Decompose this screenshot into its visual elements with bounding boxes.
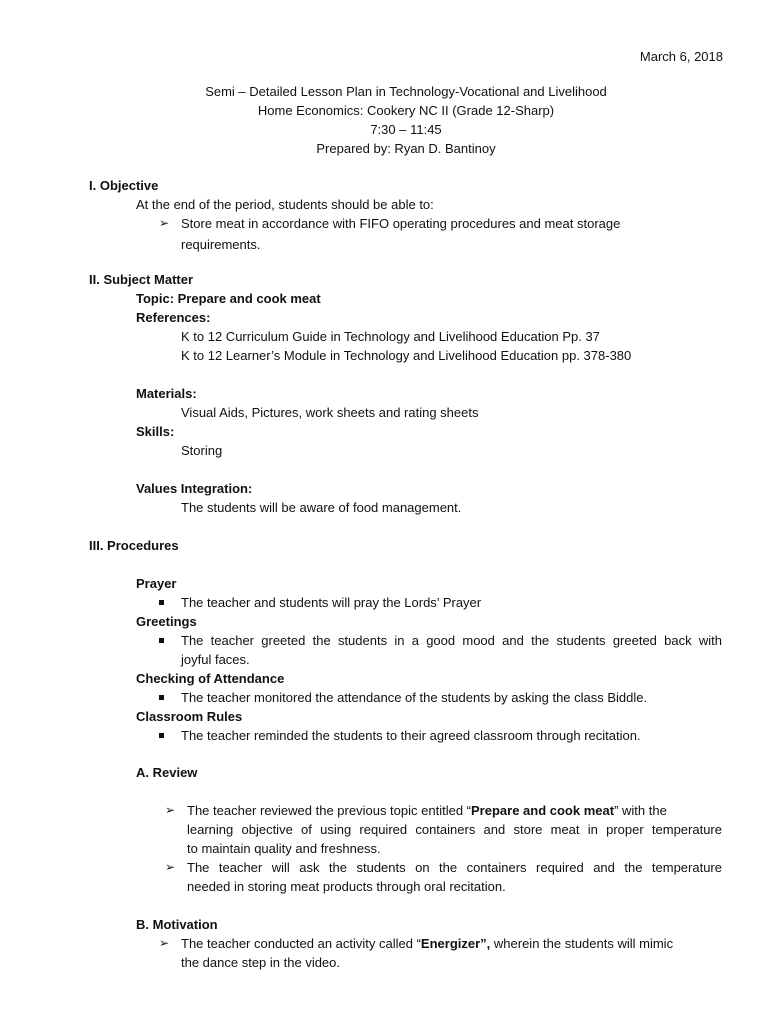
arrow-bullet-icon: ➢ xyxy=(159,936,170,950)
motivation-item-post: wherein the students will mimic xyxy=(490,936,674,951)
arrow-bullet-icon: ➢ xyxy=(159,216,170,230)
subject-matter-heading: II. Subject Matter xyxy=(89,272,194,287)
objective-item xyxy=(159,214,741,254)
review-heading: A. Review xyxy=(136,765,198,780)
greetings-item xyxy=(181,631,722,669)
motivation-item-line1 xyxy=(181,934,722,953)
document-header xyxy=(0,82,768,158)
values-label: Values Integration: xyxy=(136,481,253,496)
procedures-heading: III. Procedures xyxy=(89,538,179,553)
prayer-item xyxy=(181,593,741,612)
attendance-item xyxy=(181,688,741,707)
prayer-label: Prayer xyxy=(136,576,177,591)
square-bullet-icon xyxy=(159,600,164,605)
review-item-2-line1: The teacher will ask the students on the containers required and the temperature xyxy=(187,860,722,875)
objective-item-line2: requirements. xyxy=(181,237,261,252)
review-topic-bold: Prepare and cook meat xyxy=(471,803,615,818)
motivation-item xyxy=(159,934,722,972)
header-author: Prepared by: Ryan D. Bantinoy xyxy=(316,141,496,156)
review-item-1-line1 xyxy=(187,801,722,820)
reference-2: K to 12 Learner’s Module in Technology and Livelihood Education pp. 378-380 xyxy=(181,348,632,363)
header-subject: Home Economics: Cookery NC II (Grade 12-Sharp) xyxy=(257,103,555,118)
objective-heading: I. Objective xyxy=(89,178,159,193)
skills-label: Skills: xyxy=(136,424,175,439)
square-bullet-icon xyxy=(159,695,164,700)
reference-1: K to 12 Curriculum Guide in Technology and Livelihood Education Pp. 37 xyxy=(181,329,600,344)
values-text: The students will be aware of food management. xyxy=(181,500,462,515)
arrow-bullet-icon: ➢ xyxy=(165,803,176,817)
square-bullet-icon xyxy=(159,638,164,643)
review-item-1-post: ” with the xyxy=(614,803,667,818)
skills-text: Storing xyxy=(181,443,223,458)
rules-item xyxy=(181,726,741,745)
review-item-1-line3: to maintain quality and freshness. xyxy=(187,841,381,856)
review-item-1-line2: learning objective of using required containers and store meat in proper temperature xyxy=(187,822,722,837)
review-item-1 xyxy=(165,801,722,858)
header-title: Semi – Detailed Lesson Plan in Technology-Vocational and Livelihood xyxy=(205,84,607,99)
attendance-label: Checking of Attendance xyxy=(136,671,285,686)
motivation-item-pre: The teacher conducted an activity called “ xyxy=(181,936,421,951)
greetings-text-line1: The teacher greeted the students in a good mood and the students greeted back with xyxy=(181,633,722,648)
arrow-bullet-icon: ➢ xyxy=(165,860,176,874)
motivation-item-line2: the dance step in the video. xyxy=(181,955,341,970)
references-label: References: xyxy=(136,310,211,325)
rules-label: Classroom Rules xyxy=(136,709,243,724)
materials-text: Visual Aids, Pictures, work sheets and rating sheets xyxy=(181,405,479,420)
motivation-activity-bold: Energizer”, xyxy=(420,936,491,951)
greetings-text-line2: joyful faces. xyxy=(181,652,250,667)
prayer-text: The teacher and students will pray the Lords’ Prayer xyxy=(181,595,482,610)
topic-label: Topic: Prepare and cook meat xyxy=(136,291,321,306)
review-item-1-pre: The teacher reviewed the previous topic entitled “ xyxy=(187,803,471,818)
review-item-2-line2: needed in storing meat products through oral recitation. xyxy=(187,879,506,894)
materials-label: Materials: xyxy=(136,386,197,401)
greetings-label: Greetings xyxy=(136,614,197,629)
motivation-heading: B. Motivation xyxy=(136,917,218,932)
review-item-2 xyxy=(165,858,722,896)
rules-text: The teacher reminded the students to their agreed classroom through recitation. xyxy=(181,728,641,743)
document-date: March 6, 2018 xyxy=(639,49,723,64)
header-time: 7:30 – 11:45 xyxy=(370,122,442,137)
square-bullet-icon xyxy=(159,733,164,738)
attendance-text: The teacher monitored the attendance of the students by asking the class Biddle. xyxy=(181,690,648,705)
objective-item-line1: Store meat in accordance with FIFO operating procedures and meat storage xyxy=(181,216,621,231)
objective-intro: At the end of the period, students should be able to: xyxy=(136,197,434,212)
